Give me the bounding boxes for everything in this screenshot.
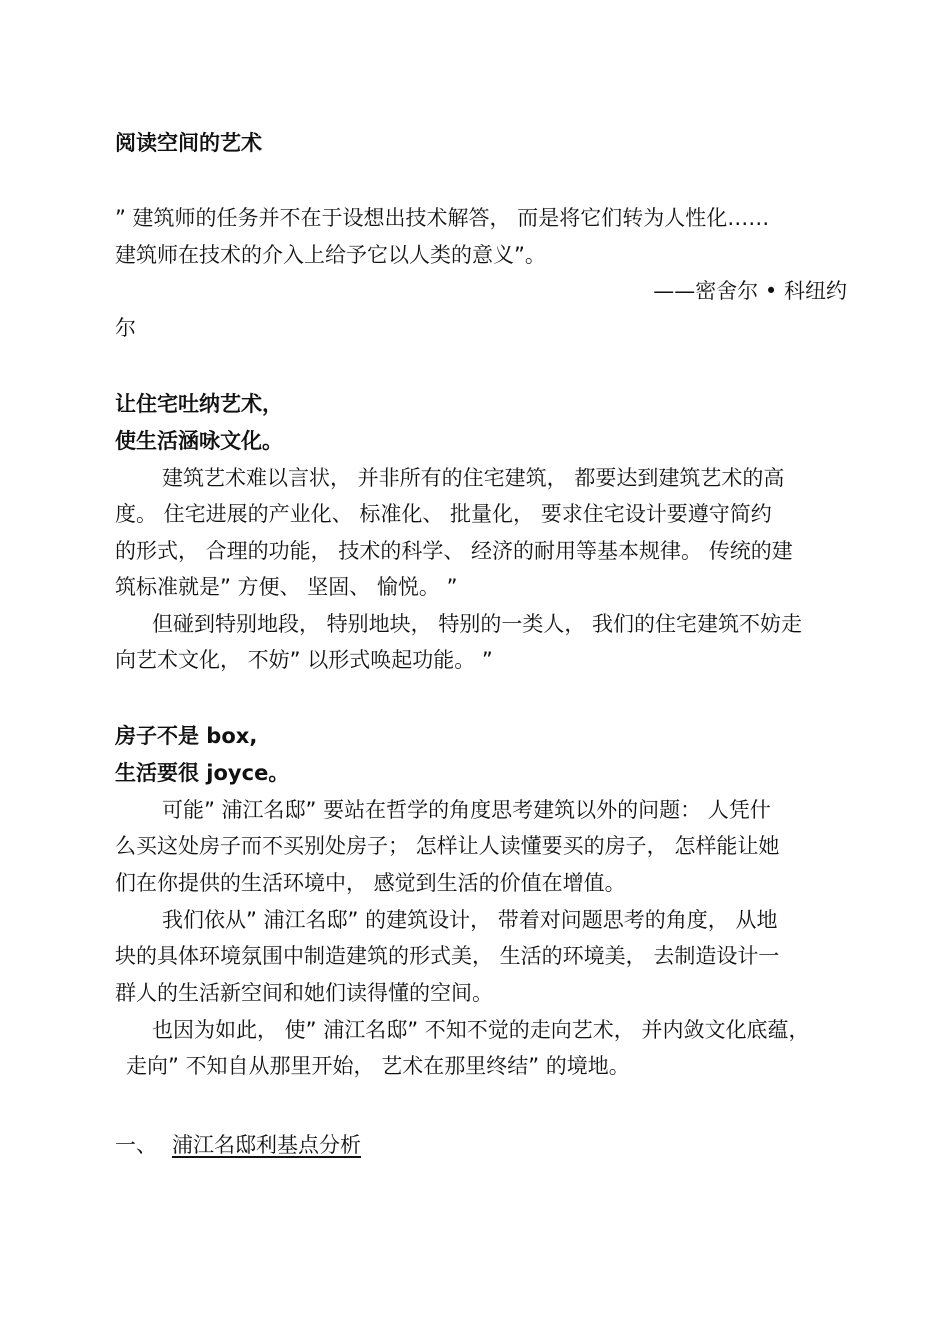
block1-p1-line: 建筑艺术难以言状， 并非所有的住宅建筑， 都要达到建筑艺术的高 — [162, 466, 785, 490]
block2-p1-line: 么买这处房子而不买别处房子； 怎样让人读懂要买的房子， 怎样能让她 — [115, 834, 780, 858]
block2-heading-1: 房子不是 box, — [115, 724, 258, 748]
section-title: 浦江名邸利基点分析 — [172, 1133, 361, 1157]
block1-p1-line: 度。 住宅进展的产业化、 标准化、 批量化， 要求住宅设计要遵守简约 — [115, 502, 772, 526]
block2-p2-line: 群人的生活新空间和她们读得懂的空间。 — [115, 981, 493, 1005]
document-title: 阅读空间的艺术 — [115, 131, 262, 155]
block1-p2-line: 向艺术文化， 不妨” 以形式唤起功能。 ” — [115, 648, 493, 672]
block2-p2-line: 我们依从” 浦江名邸” 的建筑设计， 带着对问题思考的角度， 从地 — [162, 908, 778, 932]
block2-p2-line: 块的具体环境氛围中制造建筑的形式美， 生活的环境美， 去制造设计一 — [115, 944, 780, 968]
section-heading — [115, 1127, 383, 1163]
section-number: 一、 — [115, 1133, 157, 1157]
block2-p3-line: 走向” 不知自从那里开始， 艺术在那里终结” 的境地。 — [126, 1054, 630, 1078]
block1-heading-2: 使生活涵咏文化。 — [115, 429, 283, 453]
block1-p1-line: 的形式， 合理的功能， 技术的科学、 经济的耐用等基本规律。 传统的建 — [115, 539, 793, 563]
block2-p1-line: 可能” 浦江名邸” 要站在哲学的角度思考建筑以外的问题： 人凭什 — [162, 798, 771, 822]
block1-heading-1: 让住宅吐纳艺术， — [115, 392, 283, 416]
quote-line-1: ” 建筑师的任务并不在于设想出技术解答， 而是将它们转为人性化…… — [115, 206, 770, 230]
block1-p2-line: 但碰到特别地段， 特别地块， 特别的一类人， 我们的住宅建筑不妨走 — [152, 612, 803, 636]
quote-attribution: ——密舍尔 • 科纽约 — [653, 279, 847, 303]
block2-p1-line: 们在你提供的生活环境中， 感觉到生活的价值在增值。 — [115, 871, 626, 895]
block2-heading-2: 生活要很 joyce。 — [115, 761, 290, 785]
block2-p3-line: 也因为如此， 使” 浦江名邸” 不知不觉的走向艺术， 并内敛文化底蕴， — [152, 1018, 810, 1042]
quote-line-2: 建筑师在技术的介入上给予它以人类的意义”。 — [115, 243, 546, 267]
quote-attribution-continued: 尔 — [115, 316, 136, 340]
block1-p1-line: 筑标准就是” 方便、 坚固、 愉悦。 ” — [115, 575, 458, 599]
